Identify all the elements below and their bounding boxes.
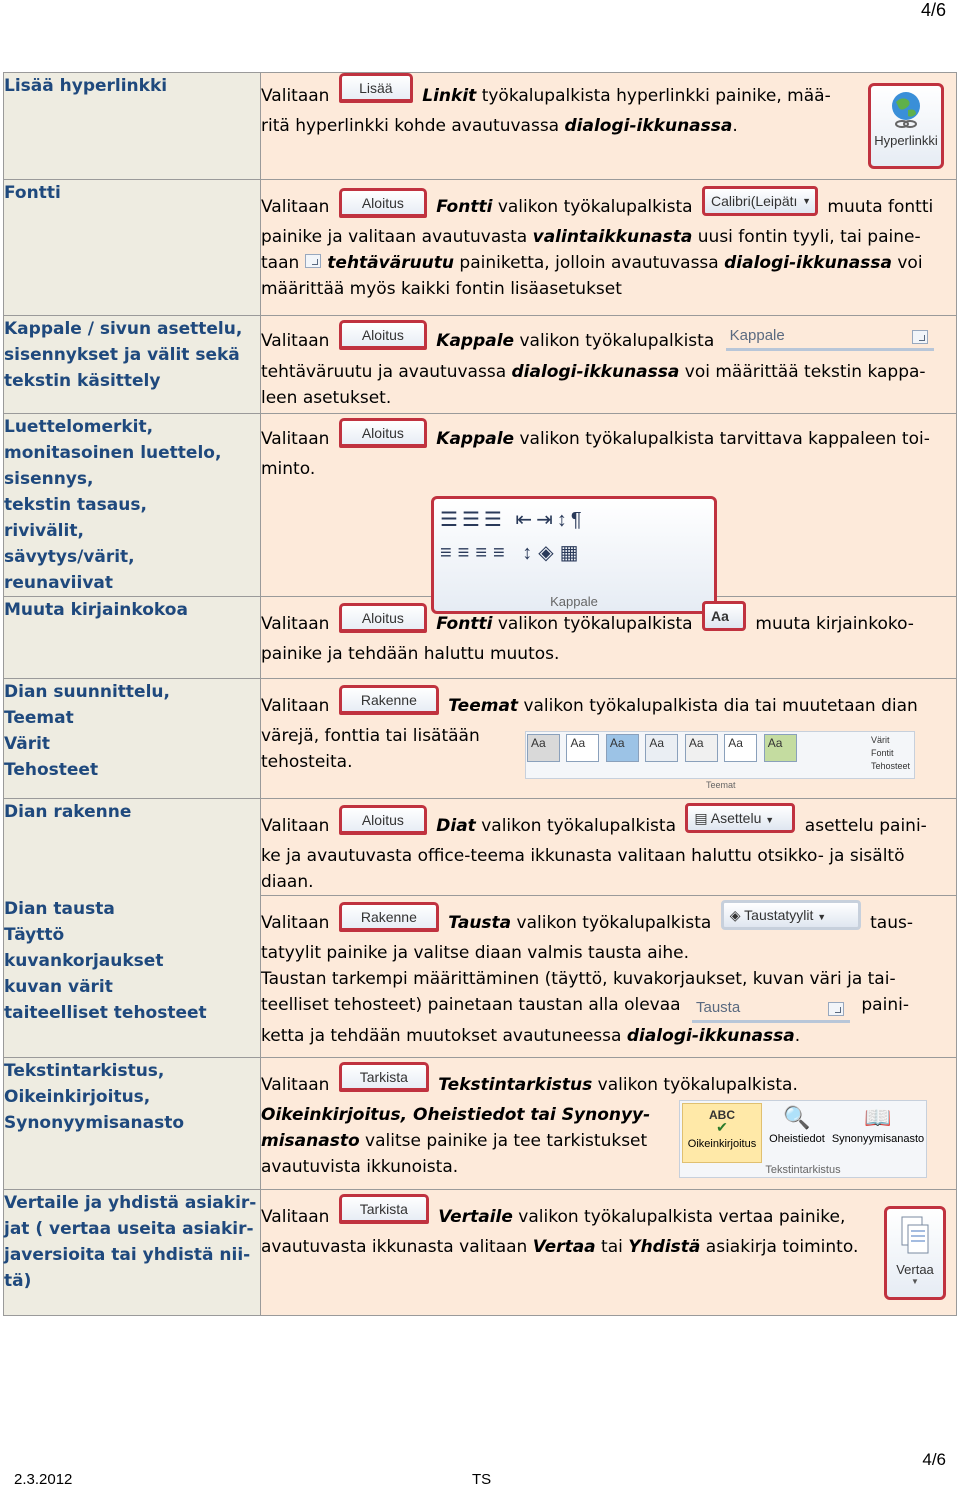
numbering-icon: ☰ xyxy=(461,509,484,531)
spelling-button: ABC ✔ Oikeinkirjoitus xyxy=(682,1103,762,1163)
footer-author: TS xyxy=(472,1471,492,1488)
compare-button: Vertaa ▼ xyxy=(884,1206,946,1300)
instruction-cell xyxy=(261,896,957,1058)
thesaurus-button: 📖 Synonyymisanasto xyxy=(831,1105,925,1145)
topic-label: Dian tausta Täyttö kuvankorjaukset kuvan värit taiteelliset tehosteet xyxy=(4,898,207,1023)
table-row xyxy=(4,896,957,1058)
increase-indent-icon: ⇥ xyxy=(536,509,557,531)
theme-swatch: Aa xyxy=(724,734,757,762)
paragraph-group-bar: Kappale xyxy=(726,326,934,351)
page-number-top: 4/6 xyxy=(920,0,946,20)
topic-label: Tekstintarkistus, Oikeinkirjoitus, Synonyymisanasto xyxy=(4,1061,185,1133)
shading-icon: ◈ xyxy=(538,542,560,564)
topic-label: Dian suunnittelu, Teemat Värit Tehosteet xyxy=(4,682,170,780)
instruction-cell xyxy=(261,1190,957,1316)
background-group-bar: Tausta xyxy=(692,998,850,1023)
instruction-text: Valitaan Aloitus Kappale valikon työkalupalkista tarvittava kappaleen toi- minto. xyxy=(261,426,956,482)
align-center-icon: ≡ xyxy=(457,542,476,564)
pilcrow-icon: ¶ xyxy=(570,509,586,531)
theme-swatch: Aa xyxy=(527,734,560,762)
tab-rakenne-button: Rakenne xyxy=(339,902,439,932)
topic-cell xyxy=(4,597,261,679)
list-tools-row xyxy=(434,499,714,532)
tab-aloitus-button: Aloitus xyxy=(339,805,427,835)
instruction-cell xyxy=(261,799,957,896)
chevron-down-icon: ▼ xyxy=(802,196,812,206)
align-right-icon: ≡ xyxy=(475,542,494,564)
instruction-text: Valitaan Aloitus Fontti valikon työkalupalkista Aa muuta kirjainkoko- painike ja tehdään haluttu muutos. xyxy=(261,611,956,667)
dialog-launcher-icon xyxy=(305,254,321,268)
tab-aloitus-button: Aloitus xyxy=(339,320,427,350)
background-styles-button: ◈ Taustatyylit ▼ xyxy=(721,900,861,930)
topic-label: Lisää hyperlinkki xyxy=(4,76,168,96)
instruction-cell xyxy=(261,73,957,180)
theme-swatch: Aa xyxy=(606,734,639,762)
instruction-cell xyxy=(261,1058,957,1190)
topic-cell xyxy=(4,896,261,1058)
table-row xyxy=(4,180,957,316)
instruction-table xyxy=(3,72,957,1316)
instruction-text: Valitaan Aloitus Kappale valikon työkalupalkista Kappale tehtäväruutu ja avautuvassa dialogi-ikkunassa voi määrittää tekstin kappa- leen asetukset. xyxy=(261,328,956,411)
instruction-text: Valitaan Tarkista Tekstintarkistus valikon työkalupalkista. Oikeinkirjoitus, Oheistiedot tai Synonyy- misanasto valitse painike ja tee tarkistukset avautuvista ikkunoista. xyxy=(261,1072,956,1180)
book-icon: 📖 xyxy=(864,1105,892,1130)
dialog-launcher-icon xyxy=(912,330,928,344)
theme-swatch: Aa xyxy=(645,734,678,762)
globe-link-icon xyxy=(888,90,924,130)
layout-icon: ▤ xyxy=(694,810,708,826)
justify-icon: ≡ xyxy=(493,542,511,564)
table-row xyxy=(4,73,957,180)
instruction-text: Valitaan Rakenne Tausta valikon työkalupalkista ◈ Taustatyylit ▼ taus- tatyylit painike ja valitse diaan valmis tausta aihe. Taustan tarkempi määrittäminen (täyttö, kuvakorjaukset, kuvan väri ja tai- teelliset tehosteet) painetaan taustan alla olevaa Tausta paini- ketta ja tehdään muutokset avautuneessa dialogi-ikkunassa. xyxy=(261,910,956,1049)
borders-icon: ▦ xyxy=(559,542,585,564)
topic-label: Luettelomerkit, monitasoinen luettelo, sisennys, tekstin tasaus, rivivälit, sävytys/värit, reunaviivat xyxy=(4,417,222,593)
paint-bucket-icon: ◈ xyxy=(729,907,741,923)
tab-aloitus-button: Aloitus xyxy=(339,188,427,218)
chevron-down-icon: ▼ xyxy=(911,1277,919,1286)
topic-cell xyxy=(4,1190,261,1316)
topic-cell xyxy=(4,799,261,896)
instruction-text: Valitaan Tarkista Vertaile valikon työkalupalkista vertaa painike, avautuvasta ikkunasta valitaan Vertaa tai Yhdistä asiakirja toiminto. xyxy=(261,1204,956,1260)
tab-tarkista-button: Tarkista xyxy=(339,1194,429,1224)
table-row xyxy=(4,316,957,414)
instruction-cell xyxy=(261,316,957,414)
topic-cell xyxy=(4,316,261,414)
instruction-cell xyxy=(261,180,957,316)
instruction-text: Valitaan Lisää Linkit työkalupalkista hyperlinkki painike, mää- ritä hyperlinkki kohde avautuvassa dialogi-ikkunassa. xyxy=(261,83,956,139)
decrease-indent-icon: ⇤ xyxy=(515,509,537,531)
topic-label: Fontti xyxy=(4,183,61,203)
magnifier-book-icon: 🔍 xyxy=(783,1105,811,1130)
table-row xyxy=(4,1058,957,1190)
chevron-down-icon: ▼ xyxy=(765,815,775,825)
themes-gallery: Aa Aa Aa Aa Aa Aa Aa Värit Fontit Tehosteet Teemat xyxy=(525,731,915,779)
topic-label: Kappale / sivun asettelu, sisennykset ja välit sekä tekstin käsittely xyxy=(4,319,243,391)
topic-label: Vertaile ja yhdistä asiakir- jat ( vertaa useita asiakir- javersioita tai yhdistä nii- tä) xyxy=(4,1193,257,1291)
layout-button: ▤ Asettelu ▼ xyxy=(685,803,795,833)
tab-aloitus-button: Aloitus xyxy=(339,603,427,633)
group-label: Kappale xyxy=(550,594,598,609)
instruction-cell xyxy=(261,679,957,799)
multilevel-list-icon: ☰ xyxy=(483,509,506,531)
tab-rakenne-button: Rakenne xyxy=(339,685,439,715)
topic-cell xyxy=(4,1058,261,1190)
instruction-text: Valitaan Aloitus Fontti valikon työkalupalkista Calibri(Leipätı ▼ muuta fontti painike ja valitaan avautuvasta valintaikkunasta uusi fontin tyyli, tai paine- taan tehtäväruutu painiketta, jolloin avautuvassa dialogi-ikkunassa voi määrittää myös kaikki fontin lisäasetukset xyxy=(261,194,956,302)
dialog-launcher-icon xyxy=(828,1002,844,1016)
topic-label: Dian rakenne xyxy=(4,802,132,822)
research-button: 🔍 Oheistiedot xyxy=(764,1103,830,1161)
table-row xyxy=(4,679,957,799)
hyperlink-button: Hyperlinkki xyxy=(868,83,944,169)
table-row xyxy=(4,414,957,597)
abc-icon: ABC xyxy=(709,1108,735,1122)
topic-cell xyxy=(4,679,261,799)
footer-date: 2.3.2012 xyxy=(14,1471,73,1488)
topic-cell xyxy=(4,180,261,316)
instruction-cell xyxy=(261,414,957,609)
theme-options: Värit Fontit Tehosteet xyxy=(870,735,910,771)
check-icon: ✔ xyxy=(716,1119,728,1135)
tab-lisaa-button: Lisää xyxy=(339,73,413,103)
bullets-icon: ☰ xyxy=(440,509,462,531)
tab-tarkista-button: Tarkista xyxy=(339,1062,429,1092)
topic-cell xyxy=(4,414,261,597)
theme-swatch: Aa xyxy=(764,734,797,762)
table-row xyxy=(4,1190,957,1316)
alignment-tools-row xyxy=(434,532,714,565)
theme-swatch: Aa xyxy=(566,734,599,762)
instruction-text: Valitaan Rakenne Teemat valikon työkalupalkista dia tai muutetaan dian värejä, fonttia tai lisätään tehosteita. xyxy=(261,693,956,775)
footer-page-number: 4/6 xyxy=(922,1450,946,1469)
paragraph-group-panel xyxy=(431,496,717,614)
table-row xyxy=(4,799,957,896)
topic-label: Muuta kirjainkokoa xyxy=(4,600,188,620)
chevron-down-icon: ▼ xyxy=(817,912,827,922)
font-name-combo: Calibri(Leipätı ▼ xyxy=(702,186,818,216)
compare-documents-icon xyxy=(898,1213,932,1259)
instruction-text: Valitaan Aloitus Diat valikon työkalupalkista ▤ Asettelu ▼ asettelu paini- ke ja avautuvasta office-teema ikkunasta valitaan haluttu otsikko- ja sisältö diaan. xyxy=(261,813,956,895)
topic-cell xyxy=(4,73,261,180)
tab-aloitus-button: Aloitus xyxy=(339,418,427,448)
align-left-icon: ≡ xyxy=(440,542,458,564)
sort-icon: ↕ xyxy=(556,509,571,531)
change-case-icon: Aa xyxy=(702,601,746,631)
theme-swatch: Aa xyxy=(685,734,718,762)
line-spacing-icon: ↕ xyxy=(522,542,539,564)
proofing-group: ABC ✔ Oikeinkirjoitus 🔍 Oheistiedot 📖 Synonyymisanasto Tekstintarkistus xyxy=(679,1100,927,1178)
